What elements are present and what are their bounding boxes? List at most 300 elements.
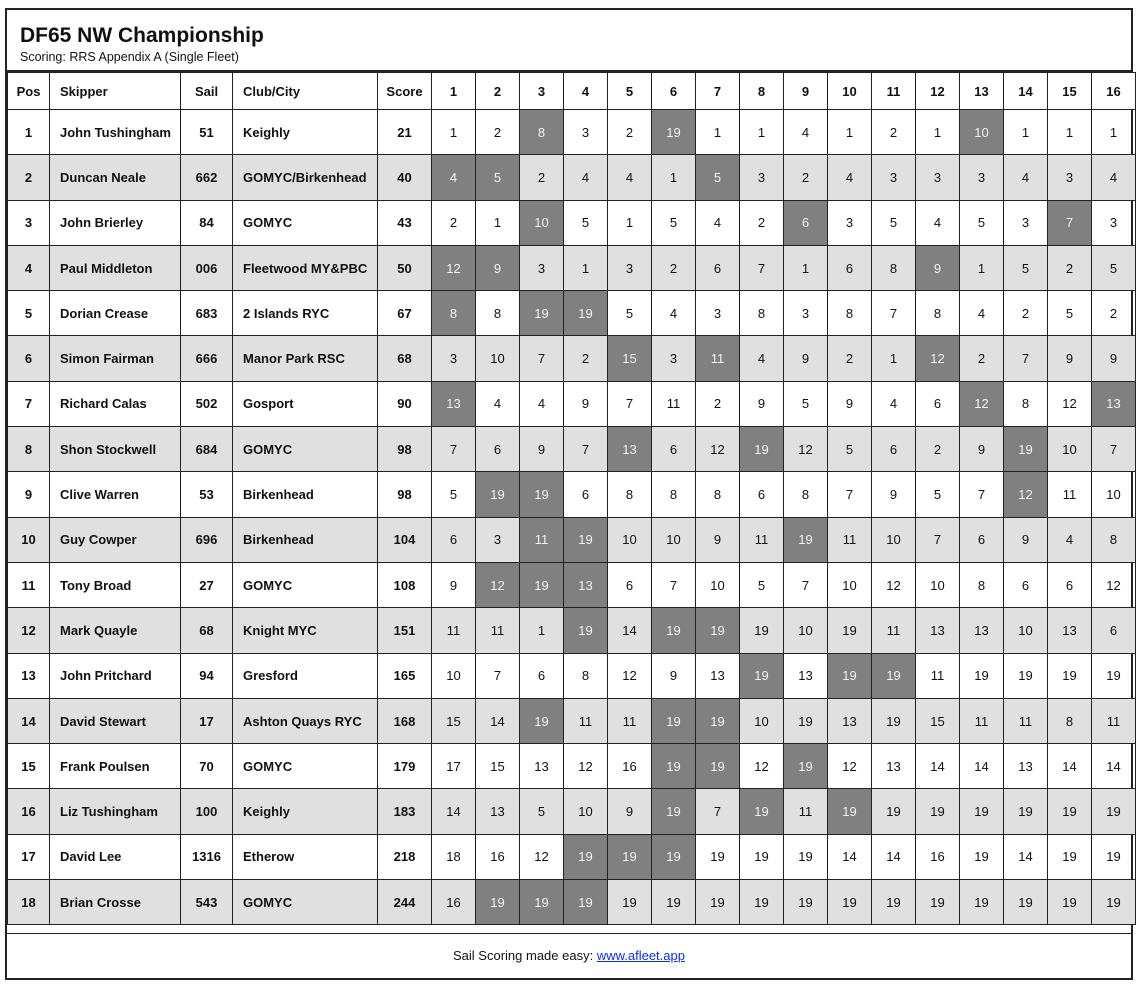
race-result-cell: 11 xyxy=(828,517,872,562)
race-result-cell: 4 xyxy=(872,381,916,426)
race-result-cell: 9 xyxy=(1048,336,1092,381)
sail-cell: 683 xyxy=(181,291,233,336)
club-cell: Birkenhead xyxy=(233,472,378,517)
race-result-cell: 19 xyxy=(520,472,564,517)
race-result-cell: 13 xyxy=(960,608,1004,653)
race-result-cell: 12 xyxy=(520,834,564,879)
race-result-cell: 7 xyxy=(608,381,652,426)
race-result-cell: 4 xyxy=(960,291,1004,336)
sail-cell: 17 xyxy=(181,698,233,743)
race-result-cell: 1 xyxy=(564,245,608,290)
race-result-cell: 4 xyxy=(520,381,564,426)
race-result-cell: 12 xyxy=(872,562,916,607)
race-result-cell: 7 xyxy=(960,472,1004,517)
race-result-cell: 13 xyxy=(476,789,520,834)
race-result-cell: 13 xyxy=(916,608,960,653)
race-result-cell: 19 xyxy=(1092,789,1136,834)
race-result-cell: 14 xyxy=(432,789,476,834)
race-result-cell: 13 xyxy=(784,653,828,698)
race-result-cell: 19 xyxy=(652,608,696,653)
race-result-cell: 7 xyxy=(652,562,696,607)
race-result-cell: 3 xyxy=(652,336,696,381)
race-result-cell: 9 xyxy=(564,381,608,426)
pos-cell: 6 xyxy=(8,336,50,381)
skipper-cell: Tony Broad xyxy=(50,562,181,607)
race-result-cell: 11 xyxy=(872,608,916,653)
race-result-cell: 1 xyxy=(872,336,916,381)
race-result-cell: 19 xyxy=(960,834,1004,879)
race-result-cell: 15 xyxy=(916,698,960,743)
race-result-cell: 4 xyxy=(696,200,740,245)
race-result-cell: 4 xyxy=(652,291,696,336)
score-cell: 98 xyxy=(378,472,432,517)
race-result-cell: 13 xyxy=(828,698,872,743)
club-cell: 2 Islands RYC xyxy=(233,291,378,336)
column-header: Skipper xyxy=(50,73,181,110)
skipper-cell: Duncan Neale xyxy=(50,155,181,200)
sail-cell: 666 xyxy=(181,336,233,381)
race-result-cell: 2 xyxy=(432,200,476,245)
race-result-cell: 14 xyxy=(1092,744,1136,789)
club-cell: Manor Park RSC xyxy=(233,336,378,381)
race-result-cell: 5 xyxy=(916,472,960,517)
race-result-cell: 3 xyxy=(520,245,564,290)
race-result-cell: 11 xyxy=(652,381,696,426)
race-result-cell: 1 xyxy=(1048,110,1092,155)
race-result-cell: 5 xyxy=(564,200,608,245)
race-result-cell: 12 xyxy=(564,744,608,789)
score-cell: 67 xyxy=(378,291,432,336)
score-cell: 98 xyxy=(378,427,432,472)
race-result-cell: 19 xyxy=(916,880,960,925)
race-result-cell: 4 xyxy=(828,155,872,200)
race-result-cell: 2 xyxy=(608,110,652,155)
race-result-cell: 13 xyxy=(520,744,564,789)
score-cell: 68 xyxy=(378,336,432,381)
race-result-cell: 16 xyxy=(916,834,960,879)
race-result-cell: 2 xyxy=(564,336,608,381)
club-cell: Fleetwood MY&PBC xyxy=(233,245,378,290)
race-result-cell: 7 xyxy=(828,472,872,517)
sail-cell: 684 xyxy=(181,427,233,472)
sail-cell: 662 xyxy=(181,155,233,200)
race-result-cell: 9 xyxy=(872,472,916,517)
race-result-cell: 19 xyxy=(564,880,608,925)
table-row xyxy=(8,834,1136,879)
club-cell: GOMYC xyxy=(233,200,378,245)
race-result-cell: 9 xyxy=(740,381,784,426)
race-result-cell: 12 xyxy=(1004,472,1048,517)
race-result-cell: 19 xyxy=(960,880,1004,925)
race-result-cell: 9 xyxy=(1004,517,1048,562)
race-result-cell: 2 xyxy=(960,336,1004,381)
skipper-cell: Clive Warren xyxy=(50,472,181,517)
race-result-cell: 2 xyxy=(652,245,696,290)
race-result-cell: 5 xyxy=(608,291,652,336)
race-result-cell: 19 xyxy=(520,880,564,925)
results-sheet xyxy=(5,8,1133,980)
race-result-cell: 2 xyxy=(520,155,564,200)
race-result-cell: 2 xyxy=(872,110,916,155)
race-result-cell: 11 xyxy=(696,336,740,381)
race-result-cell: 3 xyxy=(784,291,828,336)
race-result-cell: 9 xyxy=(960,427,1004,472)
race-result-cell: 12 xyxy=(476,562,520,607)
race-result-cell: 11 xyxy=(564,698,608,743)
race-result-cell: 2 xyxy=(828,336,872,381)
table-row xyxy=(8,200,1136,245)
race-result-cell: 19 xyxy=(652,880,696,925)
column-header: 9 xyxy=(784,73,828,110)
column-header: 6 xyxy=(652,73,696,110)
race-result-cell: 4 xyxy=(476,381,520,426)
race-result-cell: 10 xyxy=(696,562,740,607)
race-result-cell: 4 xyxy=(1004,155,1048,200)
race-result-cell: 19 xyxy=(520,562,564,607)
race-result-cell: 1 xyxy=(608,200,652,245)
race-result-cell: 19 xyxy=(520,698,564,743)
race-result-cell: 8 xyxy=(476,291,520,336)
race-result-cell: 3 xyxy=(564,110,608,155)
race-result-cell: 4 xyxy=(916,200,960,245)
score-cell: 50 xyxy=(378,245,432,290)
race-result-cell: 2 xyxy=(476,110,520,155)
pos-cell: 5 xyxy=(8,291,50,336)
skipper-cell: Brian Crosse xyxy=(50,880,181,925)
race-result-cell: 9 xyxy=(476,245,520,290)
race-result-cell: 19 xyxy=(740,789,784,834)
race-result-cell: 6 xyxy=(1004,562,1048,607)
race-result-cell: 10 xyxy=(608,517,652,562)
race-result-cell: 19 xyxy=(652,698,696,743)
race-result-cell: 11 xyxy=(740,517,784,562)
race-result-cell: 9 xyxy=(1092,336,1136,381)
sail-cell: 51 xyxy=(181,110,233,155)
race-result-cell: 19 xyxy=(476,472,520,517)
race-result-cell: 19 xyxy=(652,110,696,155)
table-row xyxy=(8,155,1136,200)
club-cell: GOMYC xyxy=(233,562,378,607)
race-result-cell: 11 xyxy=(916,653,960,698)
race-result-cell: 1 xyxy=(476,200,520,245)
skipper-cell: David Stewart xyxy=(50,698,181,743)
race-result-cell: 10 xyxy=(564,789,608,834)
skipper-cell: Guy Cowper xyxy=(50,517,181,562)
race-result-cell: 10 xyxy=(652,517,696,562)
race-result-cell: 11 xyxy=(1004,698,1048,743)
pos-cell: 13 xyxy=(8,653,50,698)
race-result-cell: 10 xyxy=(1004,608,1048,653)
column-header: 3 xyxy=(520,73,564,110)
skipper-cell: Mark Quayle xyxy=(50,608,181,653)
race-result-cell: 6 xyxy=(1048,562,1092,607)
skipper-cell: Shon Stockwell xyxy=(50,427,181,472)
table-row xyxy=(8,562,1136,607)
race-result-cell: 3 xyxy=(476,517,520,562)
race-result-cell: 5 xyxy=(1048,291,1092,336)
race-result-cell: 7 xyxy=(564,427,608,472)
race-result-cell: 3 xyxy=(696,291,740,336)
race-result-cell: 6 xyxy=(520,653,564,698)
race-result-cell: 19 xyxy=(696,608,740,653)
race-result-cell: 3 xyxy=(740,155,784,200)
race-result-cell: 14 xyxy=(960,744,1004,789)
race-result-cell: 5 xyxy=(828,427,872,472)
race-result-cell: 16 xyxy=(432,880,476,925)
club-cell: GOMYC xyxy=(233,880,378,925)
race-result-cell: 1 xyxy=(696,110,740,155)
club-cell: Keighly xyxy=(233,789,378,834)
results-body xyxy=(8,110,1136,925)
race-result-cell: 5 xyxy=(1092,245,1136,290)
sail-cell: 53 xyxy=(181,472,233,517)
race-result-cell: 4 xyxy=(608,155,652,200)
club-cell: Gosport xyxy=(233,381,378,426)
race-result-cell: 7 xyxy=(872,291,916,336)
scoring-system: Scoring: RRS Appendix A (Single Fleet) xyxy=(20,50,239,64)
race-result-cell: 9 xyxy=(608,789,652,834)
score-cell: 40 xyxy=(378,155,432,200)
race-result-cell: 11 xyxy=(476,608,520,653)
race-result-cell: 13 xyxy=(608,427,652,472)
race-result-cell: 4 xyxy=(432,155,476,200)
race-result-cell: 13 xyxy=(1004,744,1048,789)
race-result-cell: 1 xyxy=(960,245,1004,290)
race-result-cell: 9 xyxy=(520,427,564,472)
table-row xyxy=(8,789,1136,834)
race-result-cell: 8 xyxy=(1004,381,1048,426)
race-result-cell: 5 xyxy=(784,381,828,426)
race-result-cell: 19 xyxy=(520,291,564,336)
race-result-cell: 10 xyxy=(520,200,564,245)
race-result-cell: 19 xyxy=(1048,834,1092,879)
race-result-cell: 10 xyxy=(916,562,960,607)
race-result-cell: 12 xyxy=(432,245,476,290)
race-result-cell: 5 xyxy=(476,155,520,200)
race-result-cell: 8 xyxy=(696,472,740,517)
results-header xyxy=(7,10,1131,72)
race-result-cell: 19 xyxy=(872,698,916,743)
race-result-cell: 3 xyxy=(1092,200,1136,245)
race-result-cell: 11 xyxy=(608,698,652,743)
race-result-cell: 14 xyxy=(1004,834,1048,879)
race-result-cell: 17 xyxy=(432,744,476,789)
race-result-cell: 10 xyxy=(784,608,828,653)
race-result-cell: 15 xyxy=(608,336,652,381)
race-result-cell: 6 xyxy=(652,427,696,472)
table-row xyxy=(8,427,1136,472)
score-cell: 151 xyxy=(378,608,432,653)
race-result-cell: 19 xyxy=(1004,789,1048,834)
race-result-cell: 19 xyxy=(1092,653,1136,698)
race-result-cell: 19 xyxy=(872,789,916,834)
race-result-cell: 4 xyxy=(740,336,784,381)
sail-cell: 100 xyxy=(181,789,233,834)
race-result-cell: 1 xyxy=(828,110,872,155)
race-result-cell: 8 xyxy=(828,291,872,336)
race-result-cell: 12 xyxy=(1092,562,1136,607)
race-result-cell: 8 xyxy=(432,291,476,336)
sail-cell: 543 xyxy=(181,880,233,925)
race-result-cell: 5 xyxy=(872,200,916,245)
race-result-cell: 9 xyxy=(432,562,476,607)
sail-cell: 68 xyxy=(181,608,233,653)
race-result-cell: 19 xyxy=(740,880,784,925)
race-result-cell: 11 xyxy=(784,789,828,834)
race-result-cell: 5 xyxy=(1004,245,1048,290)
column-header: 12 xyxy=(916,73,960,110)
race-result-cell: 1 xyxy=(916,110,960,155)
race-result-cell: 10 xyxy=(1092,472,1136,517)
race-result-cell: 7 xyxy=(1004,336,1048,381)
race-result-cell: 19 xyxy=(696,880,740,925)
table-row xyxy=(8,698,1136,743)
skipper-cell: Liz Tushingham xyxy=(50,789,181,834)
race-result-cell: 19 xyxy=(1092,834,1136,879)
race-result-cell: 8 xyxy=(960,562,1004,607)
race-result-cell: 19 xyxy=(784,880,828,925)
race-result-cell: 13 xyxy=(872,744,916,789)
race-result-cell: 10 xyxy=(960,110,1004,155)
table-row xyxy=(8,517,1136,562)
afleet-link[interactable]: www.afleet.app xyxy=(596,948,685,963)
race-result-cell: 12 xyxy=(696,427,740,472)
sail-cell: 006 xyxy=(181,245,233,290)
race-result-cell: 19 xyxy=(608,834,652,879)
race-result-cell: 8 xyxy=(1048,698,1092,743)
race-result-cell: 14 xyxy=(916,744,960,789)
race-result-cell: 19 xyxy=(1004,653,1048,698)
sail-cell: 84 xyxy=(181,200,233,245)
race-result-cell: 3 xyxy=(432,336,476,381)
race-result-cell: 6 xyxy=(784,200,828,245)
score-cell: 43 xyxy=(378,200,432,245)
race-result-cell: 19 xyxy=(564,608,608,653)
footer xyxy=(7,933,1131,978)
race-result-cell: 4 xyxy=(1092,155,1136,200)
race-result-cell: 12 xyxy=(960,381,1004,426)
race-result-cell: 9 xyxy=(916,245,960,290)
table-row xyxy=(8,472,1136,517)
column-header: 2 xyxy=(476,73,520,110)
sail-cell: 27 xyxy=(181,562,233,607)
race-result-cell: 1 xyxy=(1092,110,1136,155)
skipper-cell: Richard Calas xyxy=(50,381,181,426)
pos-cell: 1 xyxy=(8,110,50,155)
race-result-cell: 12 xyxy=(784,427,828,472)
race-result-cell: 19 xyxy=(784,834,828,879)
race-result-cell: 19 xyxy=(652,789,696,834)
race-result-cell: 6 xyxy=(1092,608,1136,653)
race-result-cell: 4 xyxy=(1048,517,1092,562)
column-header: 14 xyxy=(1004,73,1048,110)
pos-cell: 14 xyxy=(8,698,50,743)
score-cell: 183 xyxy=(378,789,432,834)
race-result-cell: 2 xyxy=(740,200,784,245)
race-result-cell: 14 xyxy=(1048,744,1092,789)
club-cell: Etherow xyxy=(233,834,378,879)
pos-cell: 12 xyxy=(8,608,50,653)
footer-text: Sail Scoring made easy: xyxy=(453,948,597,963)
race-result-cell: 6 xyxy=(916,381,960,426)
race-result-cell: 19 xyxy=(828,880,872,925)
race-result-cell: 19 xyxy=(828,789,872,834)
race-result-cell: 8 xyxy=(1092,517,1136,562)
table-row xyxy=(8,110,1136,155)
race-result-cell: 1 xyxy=(740,110,784,155)
race-result-cell: 19 xyxy=(652,834,696,879)
race-result-cell: 15 xyxy=(432,698,476,743)
race-result-cell: 16 xyxy=(608,744,652,789)
race-result-cell: 8 xyxy=(740,291,784,336)
race-result-cell: 7 xyxy=(432,427,476,472)
race-result-cell: 19 xyxy=(828,608,872,653)
race-result-cell: 9 xyxy=(652,653,696,698)
race-result-cell: 15 xyxy=(476,744,520,789)
race-result-cell: 2 xyxy=(784,155,828,200)
race-result-cell: 3 xyxy=(960,155,1004,200)
column-header: Sail xyxy=(181,73,233,110)
race-result-cell: 14 xyxy=(476,698,520,743)
race-result-cell: 3 xyxy=(1004,200,1048,245)
column-header: 7 xyxy=(696,73,740,110)
race-result-cell: 2 xyxy=(916,427,960,472)
race-result-cell: 11 xyxy=(960,698,1004,743)
race-result-cell: 5 xyxy=(432,472,476,517)
page-title: DF65 NW Championship xyxy=(20,24,264,47)
race-result-cell: 19 xyxy=(652,744,696,789)
score-cell: 108 xyxy=(378,562,432,607)
race-result-cell: 11 xyxy=(1048,472,1092,517)
race-result-cell: 19 xyxy=(1004,427,1048,472)
header-row xyxy=(8,73,1136,110)
race-result-cell: 18 xyxy=(432,834,476,879)
skipper-cell: John Tushingham xyxy=(50,110,181,155)
race-result-cell: 2 xyxy=(1048,245,1092,290)
race-result-cell: 7 xyxy=(1048,200,1092,245)
score-cell: 244 xyxy=(378,880,432,925)
race-result-cell: 8 xyxy=(784,472,828,517)
race-result-cell: 13 xyxy=(1092,381,1136,426)
pos-cell: 9 xyxy=(8,472,50,517)
skipper-cell: Frank Poulsen xyxy=(50,744,181,789)
club-cell: GOMYC xyxy=(233,744,378,789)
column-header: 11 xyxy=(872,73,916,110)
race-result-cell: 19 xyxy=(784,698,828,743)
race-result-cell: 19 xyxy=(1048,880,1092,925)
race-result-cell: 1 xyxy=(1004,110,1048,155)
club-cell: Knight MYC xyxy=(233,608,378,653)
column-header: 5 xyxy=(608,73,652,110)
pos-cell: 7 xyxy=(8,381,50,426)
race-result-cell: 8 xyxy=(564,653,608,698)
race-result-cell: 13 xyxy=(564,562,608,607)
skipper-cell: Simon Fairman xyxy=(50,336,181,381)
race-result-cell: 19 xyxy=(960,653,1004,698)
race-result-cell: 8 xyxy=(916,291,960,336)
column-header: 10 xyxy=(828,73,872,110)
race-result-cell: 19 xyxy=(828,653,872,698)
race-result-cell: 7 xyxy=(520,336,564,381)
race-result-cell: 11 xyxy=(520,517,564,562)
race-result-cell: 6 xyxy=(828,245,872,290)
table-row xyxy=(8,608,1136,653)
race-result-cell: 14 xyxy=(608,608,652,653)
column-header: 16 xyxy=(1092,73,1136,110)
race-result-cell: 9 xyxy=(828,381,872,426)
race-result-cell: 6 xyxy=(432,517,476,562)
race-result-cell: 6 xyxy=(872,427,916,472)
